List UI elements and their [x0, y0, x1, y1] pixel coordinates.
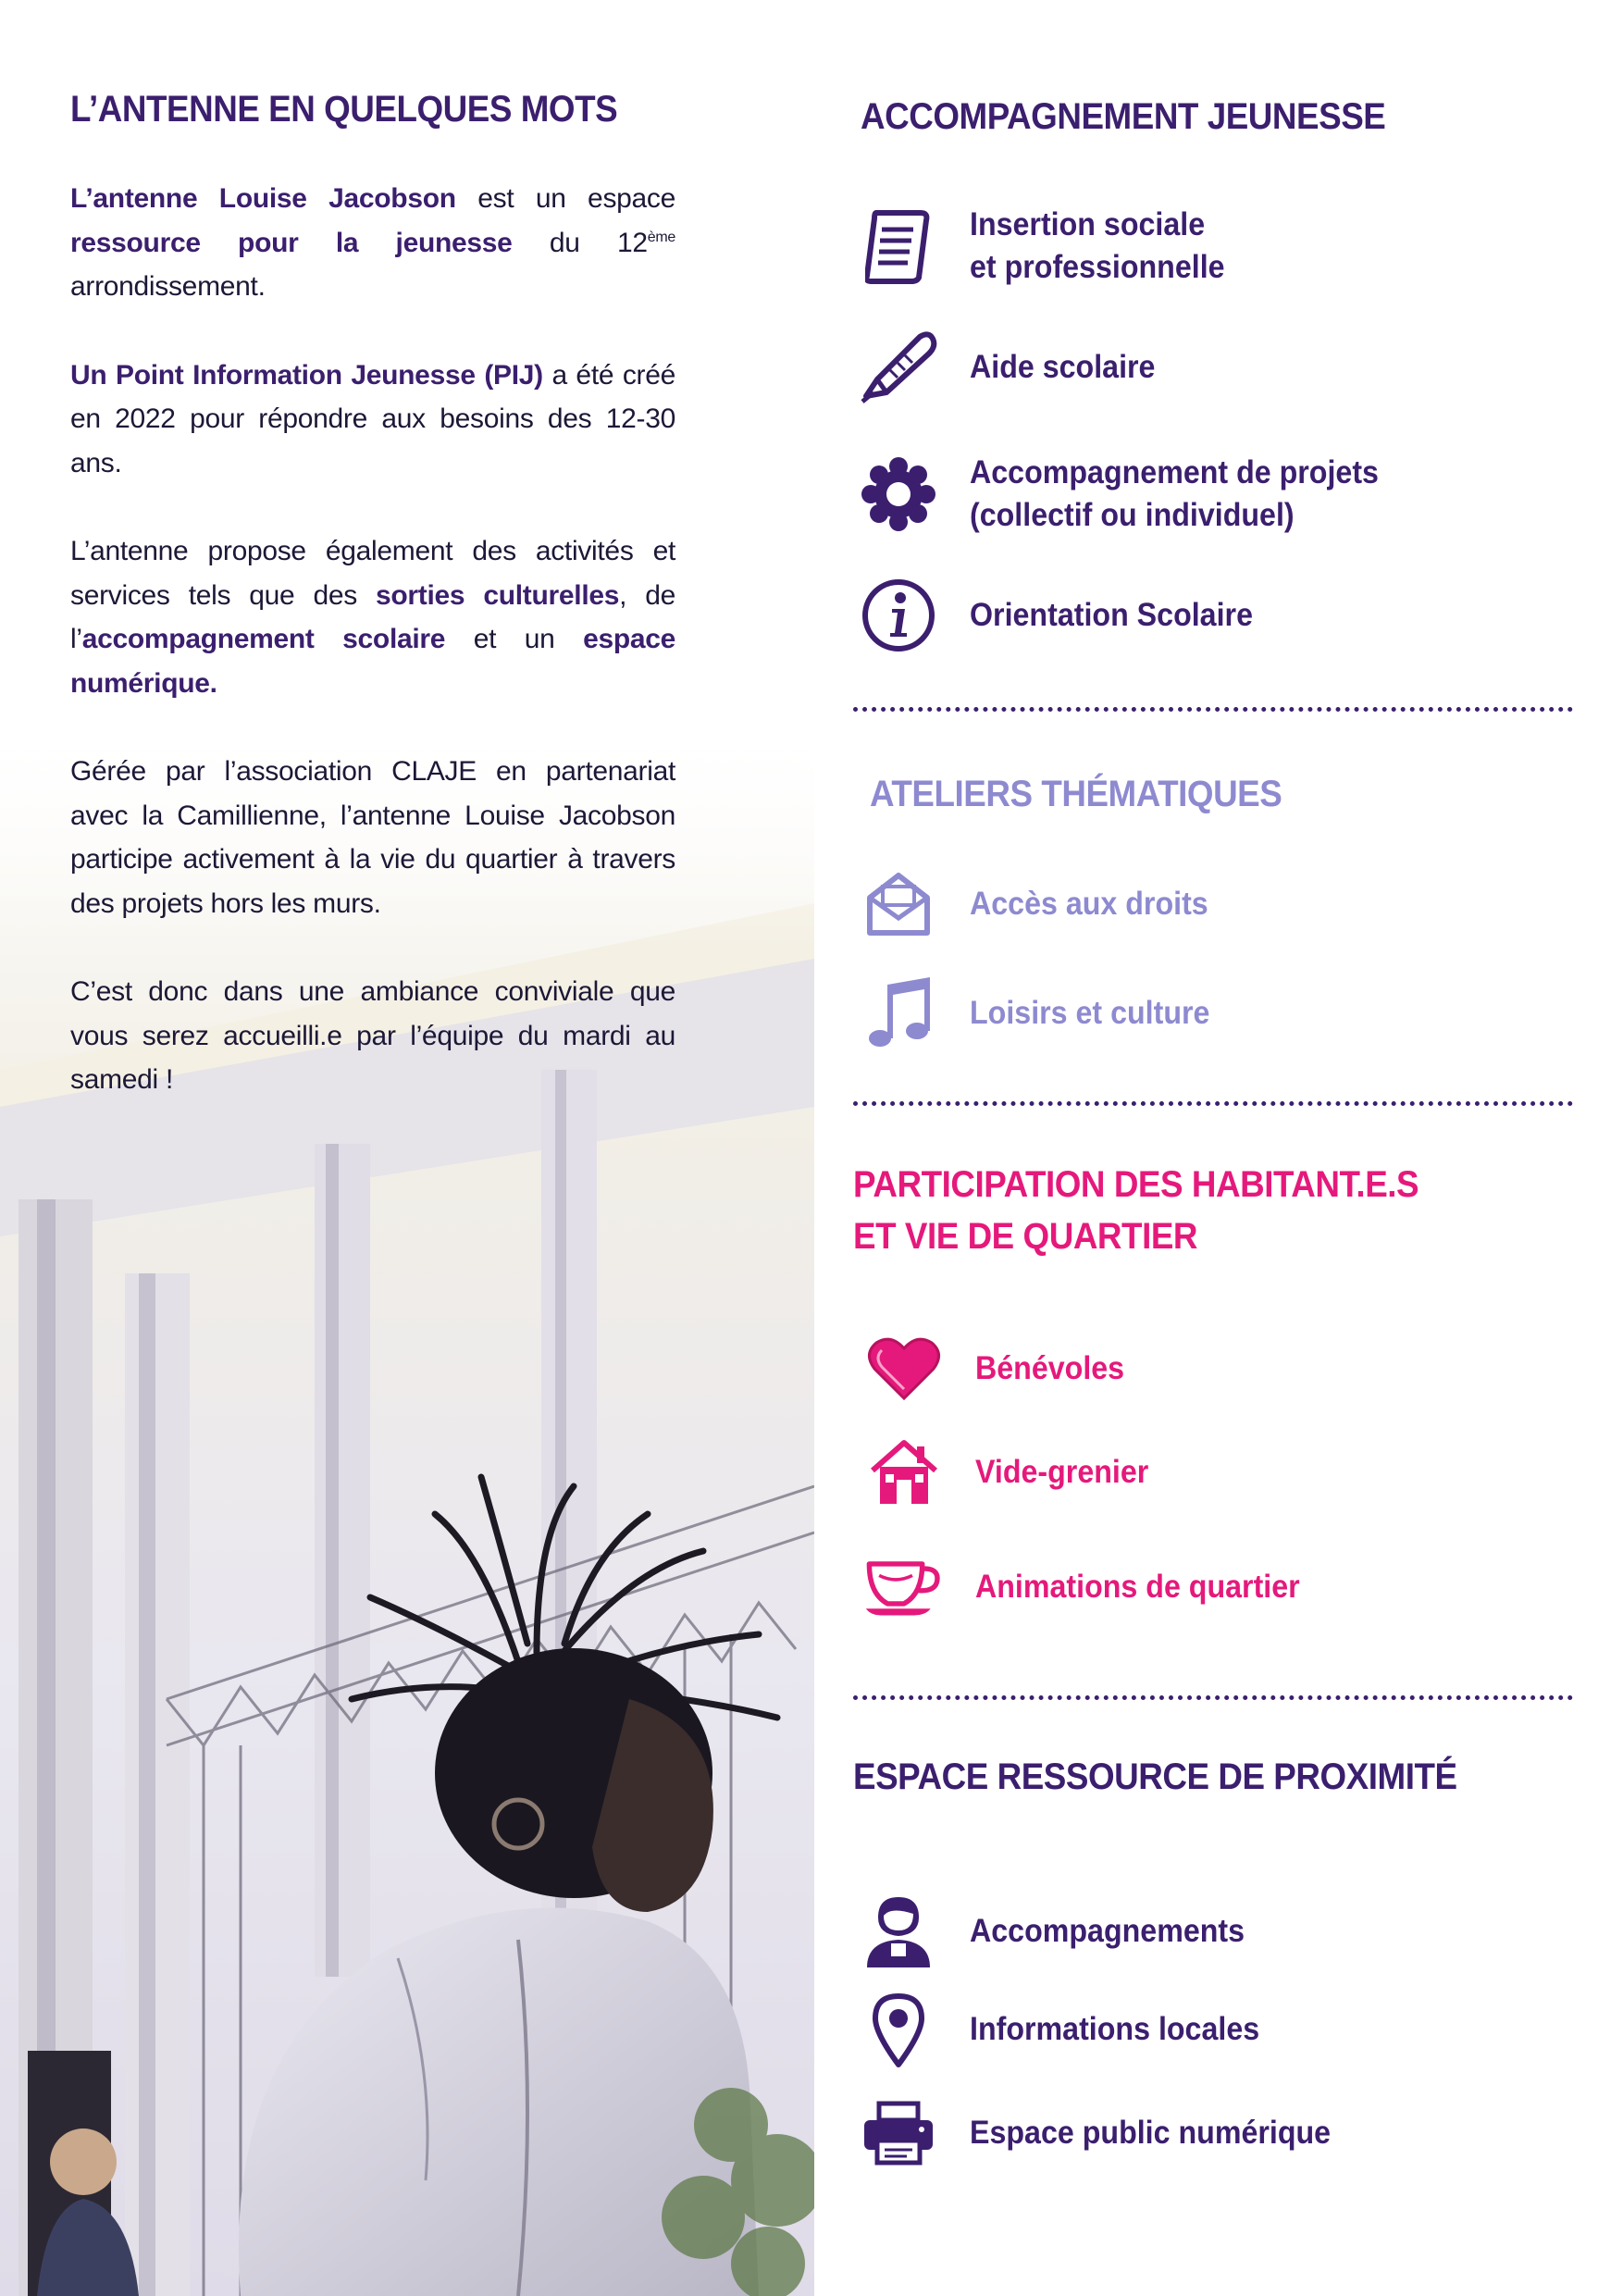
pen-icon — [859, 328, 938, 407]
list-item-informations-locales — [859, 1990, 1284, 2069]
intro-paragraph-5: C’est donc dans une ambiance conviviale que vous serez accueilli.e par l’équipe du mardi au samedi ! — [70, 976, 675, 1095]
music-note-icon — [859, 974, 938, 1053]
item-label: Orientation Scolaire — [970, 597, 1253, 633]
info-icon — [859, 576, 938, 655]
gear-icon — [859, 454, 938, 534]
list-item-animations — [864, 1547, 1328, 1627]
item-label: Espace public numérique — [970, 2115, 1332, 2151]
item-label-line-2: et professionnelle — [970, 249, 1225, 285]
dotted-divider — [853, 707, 1573, 712]
dotted-divider — [853, 1101, 1573, 1106]
item-label: Vide-grenier — [975, 1454, 1149, 1490]
list-item-loisirs — [859, 974, 1231, 1053]
intro-column — [70, 89, 675, 1147]
section-title-line-2: ET VIE DE QUARTIER — [853, 1216, 1198, 1257]
intro-paragraph-2 — [70, 354, 675, 486]
printer-icon — [859, 2093, 938, 2173]
teacup-icon — [864, 1547, 944, 1627]
section-title-accompagnement-jeunesse: ACCOMPAGNEMENT JEUNESSE — [861, 96, 1386, 137]
bold-text: sorties culturelles — [376, 579, 620, 611]
item-label-line-1: Insertion sociale — [970, 206, 1206, 242]
dotted-divider — [853, 1695, 1573, 1700]
item-label: Informations locales — [970, 2011, 1260, 2047]
list-item-insertion — [859, 204, 1247, 289]
list-item-orientation — [859, 576, 1278, 655]
bold-text: Un Point Information Jeunesse (PIJ) — [70, 359, 543, 391]
superscript: ème — [647, 229, 675, 245]
text: arrondissement. — [70, 271, 266, 302]
intro-paragraph-3 — [70, 529, 675, 705]
section-title-ateliers: ATELIERS THÉMATIQUES — [870, 774, 1282, 814]
text: L’antenne propose également des activités et services tels que des — [70, 536, 675, 611]
person-icon — [859, 1892, 938, 1971]
section-title-espace-ressource: ESPACE RESSOURCE DE PROXIMITÉ — [853, 1756, 1457, 1797]
list-item-aide-scolaire — [859, 328, 1171, 407]
item-label — [970, 204, 1225, 289]
item-label: Loisirs et culture — [970, 995, 1210, 1031]
item-label: Accompagnements — [970, 1913, 1245, 1949]
item-label: Animations de quartier — [975, 1569, 1300, 1605]
text: et un — [445, 624, 584, 654]
intro-paragraph-1 — [70, 177, 675, 309]
list-item-acces-droits — [859, 864, 1229, 944]
bold-text: ressource pour la jeunesse — [70, 227, 513, 258]
text: est un espace — [455, 183, 675, 214]
text: du 12 — [512, 227, 648, 258]
item-label-line-1: Accompagnement de projets — [970, 454, 1379, 490]
document-icon — [859, 206, 938, 286]
list-item-accompagnement-projets — [859, 452, 1414, 537]
intro-paragraph-4: Gérée par l’association CLAJE en partenariat avec la Camillienne, l’antenne Louise Jacobson participe activement à la vie du quartier à travers des projets hors les murs. — [70, 756, 675, 919]
text: a été créé en 2022 pour répondre aux besoins des 12-30 ans. — [70, 359, 675, 478]
location-pin-icon — [859, 1990, 938, 2069]
item-label: Bénévoles — [975, 1350, 1125, 1386]
item-label — [970, 452, 1379, 537]
list-item-vide-grenier — [864, 1433, 1164, 1512]
bold-text: espace numérique. — [70, 624, 676, 699]
item-label: Aide scolaire — [970, 349, 1156, 385]
item-label-line-2: (collectif ou individuel) — [970, 497, 1295, 533]
list-item-benevoles — [864, 1329, 1137, 1409]
text: , de l’ — [70, 579, 675, 654]
bold-text: accompagnement scolaire — [81, 624, 446, 654]
envelope-icon — [859, 864, 938, 944]
section-title-participation — [853, 1159, 1419, 1262]
list-item-accompagnements — [859, 1892, 1269, 1971]
item-label: Accès aux droits — [970, 886, 1208, 922]
intro-title: L’ANTENNE EN QUELQUES MOTS — [70, 89, 618, 130]
list-item-espace-numerique — [859, 2093, 1362, 2173]
section-title-line-1: PARTICIPATION DES HABITANT.E.S — [853, 1164, 1419, 1205]
heart-icon — [864, 1329, 944, 1409]
house-icon — [864, 1433, 944, 1512]
bold-text: L’antenne Louise Jacobson — [70, 183, 456, 214]
